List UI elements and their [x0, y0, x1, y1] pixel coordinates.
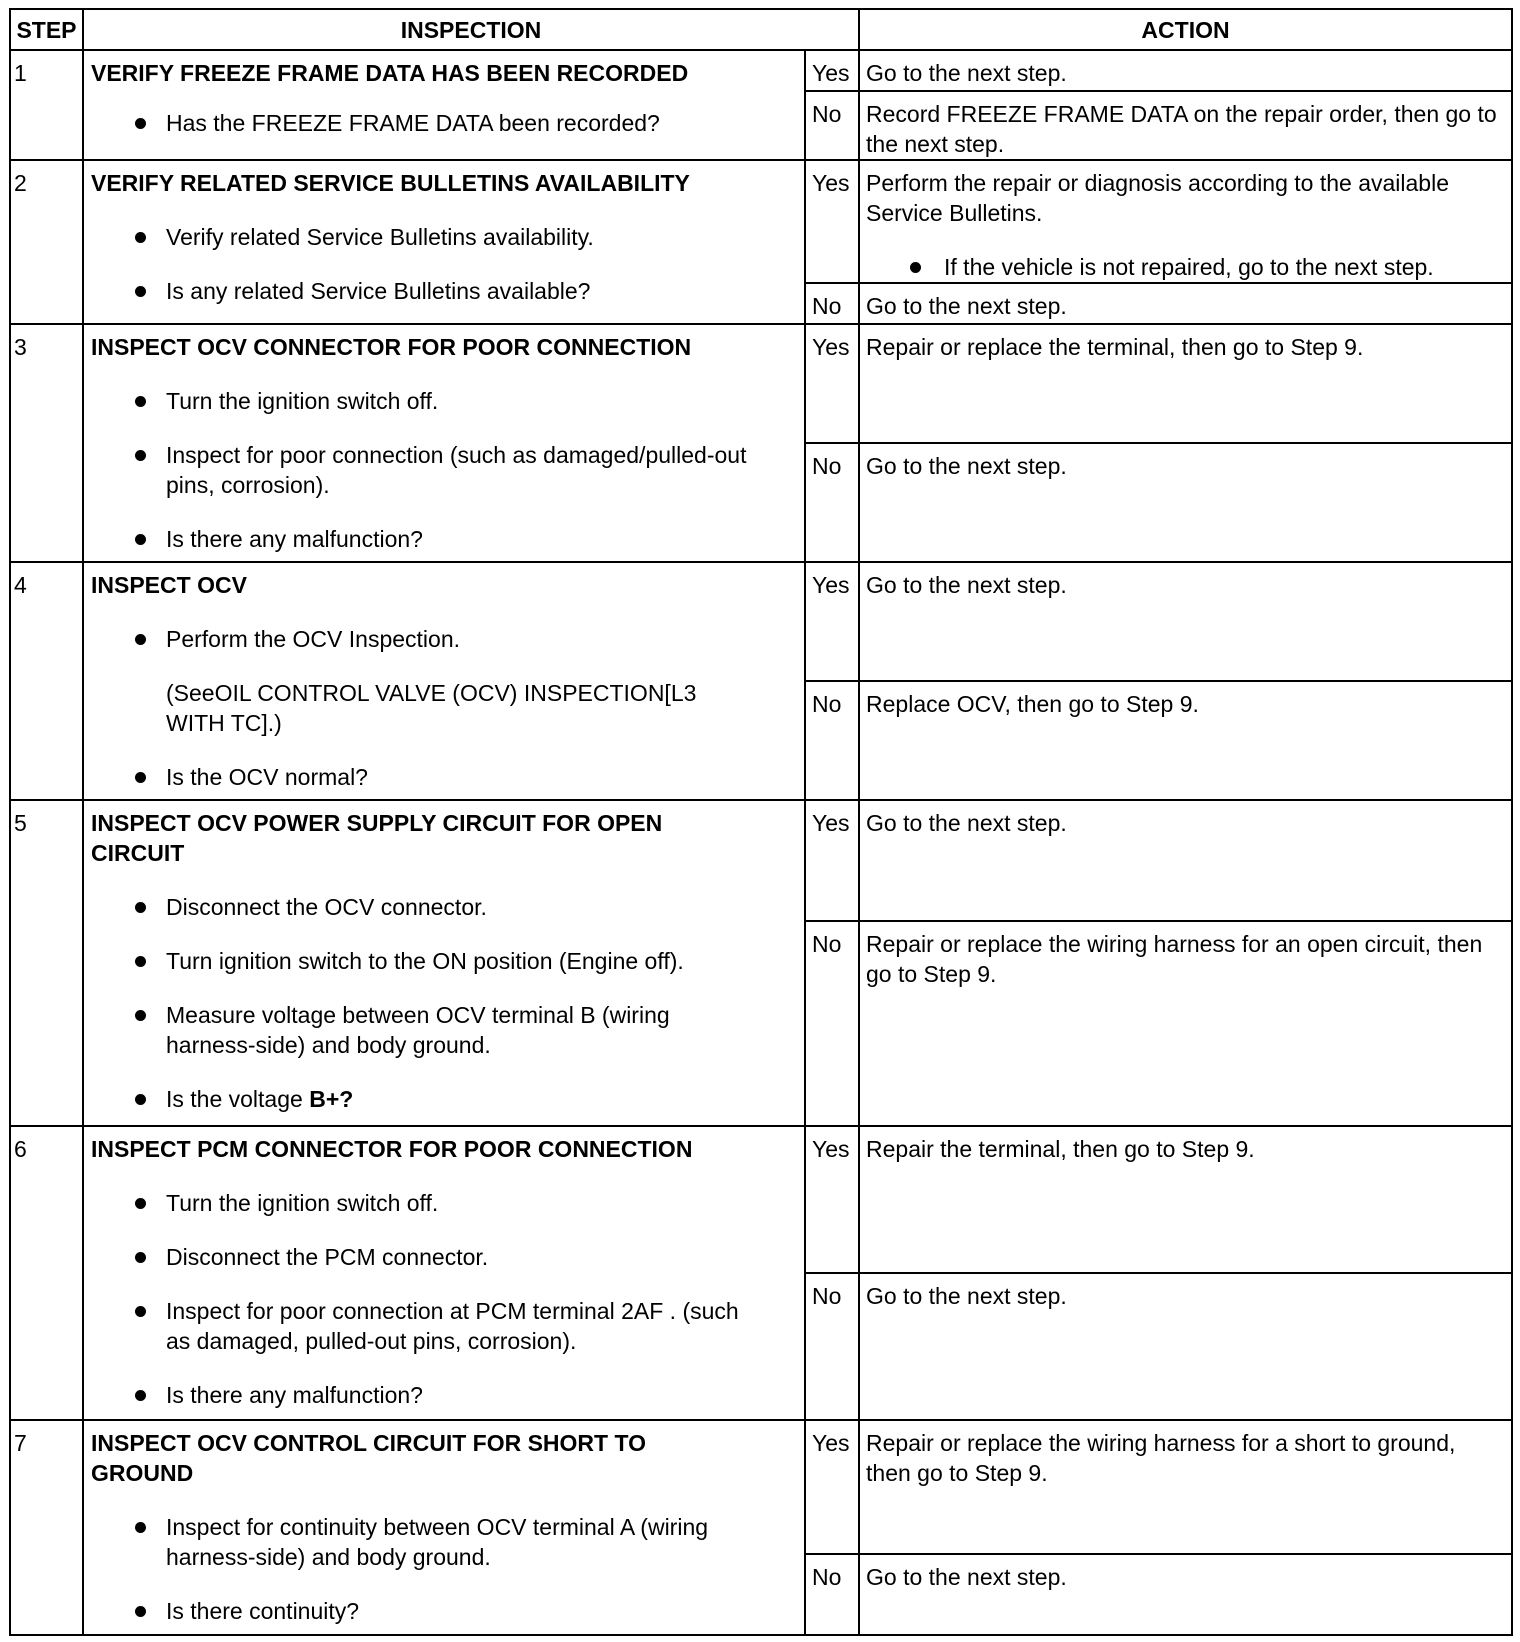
bullet-icon [135, 902, 146, 913]
bullet-icon [135, 956, 146, 967]
inspection-bullet [91, 276, 798, 306]
inspection-bullet [91, 1000, 798, 1060]
bullet-text: Inspect for poor connection (such as damaged/pulled-out pins, corrosion). [166, 442, 747, 498]
bullet-icon [135, 450, 146, 461]
bullet-text: Inspect for poor connection at PCM terminal 2AF . (such as damaged, pulled-out pins, corrosion). [166, 1298, 739, 1354]
bullet-icon [135, 1198, 146, 1209]
no-label: No [805, 283, 859, 324]
bullet-text: Has the FREEZE FRAME DATA been recorded? [166, 110, 660, 136]
bullet-text: Disconnect the PCM connector. [166, 1244, 489, 1270]
step-title: INSPECT OCV CONNECTOR FOR POOR CONNECTION [91, 334, 692, 360]
inspection-bullet [91, 946, 798, 976]
bullet-text: Is there continuity? [166, 1598, 360, 1624]
step-number: 2 [10, 160, 83, 324]
inspection-bullet [91, 524, 798, 554]
step-title: INSPECT OCV CONTROL CIRCUIT FOR SHORT TO GROUND [91, 1430, 646, 1486]
yes-action: Go to the next step. [859, 50, 1512, 91]
yes-action: Go to the next step. [859, 562, 1512, 681]
inspection-cell [83, 562, 805, 800]
step-row-yes [10, 562, 1512, 681]
step-row-yes [10, 800, 1512, 921]
reference-note: (SeeOIL CONTROL VALVE (OCV) INSPECTION[L3 WITH TC].) [166, 680, 697, 736]
inspection-bullet [91, 1188, 798, 1218]
step-row-yes [10, 50, 1512, 91]
inspection-bullet [91, 1596, 798, 1626]
step-row-yes [10, 160, 1512, 283]
yes-label: Yes [805, 1126, 859, 1273]
bullet-icon [135, 1606, 146, 1617]
inspection-bullet [91, 440, 798, 500]
diagnostic-procedure-table [9, 8, 1513, 1636]
yes-action: Repair or replace the wiring harness for a short to ground, then go to Step 9. [859, 1420, 1512, 1554]
step-number: 3 [10, 324, 83, 562]
inspection-bullet [91, 1380, 798, 1410]
step-title: VERIFY RELATED SERVICE BULLETINS AVAILABILITY [91, 170, 690, 196]
bullet-icon [135, 396, 146, 407]
inspection-bullet [91, 1242, 798, 1272]
bullet-text: Turn the ignition switch off. [166, 388, 439, 414]
no-action: Repair or replace the wiring harness for an open circuit, then go to Step 9. [859, 921, 1512, 1126]
inspection-cell [83, 1126, 805, 1420]
bullet-text: Is there any malfunction? [166, 526, 423, 552]
no-label: No [805, 921, 859, 1126]
yes-label: Yes [805, 160, 859, 283]
step-title: INSPECT PCM CONNECTOR FOR POOR CONNECTION [91, 1136, 693, 1162]
inspection-bullet [91, 386, 798, 416]
yes-action: Perform the repair or diagnosis according to the available Service Bulletins. [866, 170, 1450, 226]
bullet-icon [135, 1390, 146, 1401]
header-inspection: INSPECTION [83, 9, 859, 50]
no-action: Go to the next step. [859, 283, 1512, 324]
yes-label: Yes [805, 562, 859, 681]
inspection-cell [83, 50, 805, 160]
bullet-icon [910, 262, 921, 273]
inspection-cell [83, 800, 805, 1126]
inspection-bullet [91, 222, 798, 252]
bullet-text: Is the voltage [166, 1086, 310, 1112]
bullet-icon [135, 1252, 146, 1263]
bullet-icon [135, 286, 146, 297]
step-number: 6 [10, 1126, 83, 1420]
step-number: 1 [10, 50, 83, 160]
inspection-cell [83, 160, 805, 324]
no-label: No [805, 681, 859, 800]
step-title: INSPECT OCV POWER SUPPLY CIRCUIT FOR OPEN CIRCUIT [91, 810, 663, 866]
step-title: VERIFY FREEZE FRAME DATA HAS BEEN RECORDED [91, 60, 689, 86]
step-row-yes [10, 1126, 1512, 1273]
yes-label: Yes [805, 50, 859, 91]
yes-label: Yes [805, 800, 859, 921]
inspection-bullet [91, 108, 798, 138]
no-action: Go to the next step. [859, 443, 1512, 562]
step-number: 4 [10, 562, 83, 800]
no-label: No [805, 1554, 859, 1635]
step-row-yes [10, 324, 1512, 443]
no-action: Record FREEZE FRAME DATA on the repair order, then go to the next step. [859, 91, 1512, 160]
bullet-text: Turn the ignition switch off. [166, 1190, 439, 1216]
step-title: INSPECT OCV [91, 572, 247, 598]
bullet-icon [135, 534, 146, 545]
header-row [10, 9, 1512, 50]
no-label: No [805, 1273, 859, 1420]
yes-action: Repair or replace the terminal, then go to Step 9. [859, 324, 1512, 443]
bullet-text: If the vehicle is not repaired, go to the next step. [944, 254, 1434, 280]
inspection-bullet [91, 1296, 798, 1356]
bullet-text: Inspect for continuity between OCV terminal A (wiring harness-side) and body ground. [166, 1514, 709, 1570]
inspection-bullet [91, 762, 798, 792]
bullet-icon [135, 1010, 146, 1021]
bullet-icon [135, 634, 146, 645]
bullet-icon [135, 1094, 146, 1105]
voltage-value: B+? [309, 1086, 354, 1112]
no-action: Replace OCV, then go to Step 9. [859, 681, 1512, 800]
bullet-text: Measure voltage between OCV terminal B (wiring harness-side) and body ground. [166, 1002, 670, 1058]
header-action: ACTION [859, 9, 1512, 50]
no-label: No [805, 443, 859, 562]
yes-label: Yes [805, 324, 859, 443]
action-bullet [866, 252, 1505, 282]
bullet-icon [135, 1306, 146, 1317]
bullet-icon [135, 118, 146, 129]
bullet-text: Verify related Service Bulletins availability. [166, 224, 594, 250]
bullet-text: Perform the OCV Inspection. [166, 626, 461, 652]
step-number: 7 [10, 1420, 83, 1635]
yes-action: Repair the terminal, then go to Step 9. [859, 1126, 1512, 1273]
yes-label: Yes [805, 1420, 859, 1554]
yes-action: Go to the next step. [859, 800, 1512, 921]
no-action: Go to the next step. [859, 1554, 1512, 1635]
inspection-cell [83, 1420, 805, 1635]
inspection-bullet [91, 1512, 798, 1572]
inspection-bullet [91, 892, 798, 922]
no-label: No [805, 91, 859, 160]
bullet-icon [135, 772, 146, 783]
bullet-icon [135, 1522, 146, 1533]
bullet-text: Turn ignition switch to the ON position (Engine off). [166, 948, 684, 974]
no-action: Go to the next step. [859, 1273, 1512, 1420]
header-step: STEP [10, 9, 83, 50]
bullet-icon [135, 232, 146, 243]
bullet-text: Disconnect the OCV connector. [166, 894, 487, 920]
inspection-bullet [91, 624, 798, 654]
bullet-text: Is any related Service Bulletins available? [166, 278, 591, 304]
bullet-text: Is the OCV normal? [166, 764, 368, 790]
step-row-yes [10, 1420, 1512, 1554]
step-number: 5 [10, 800, 83, 1126]
yes-action-cell [859, 160, 1512, 283]
bullet-text: Is there any malfunction? [166, 1382, 423, 1408]
inspection-bullet [91, 1084, 798, 1114]
inspection-cell [83, 324, 805, 562]
